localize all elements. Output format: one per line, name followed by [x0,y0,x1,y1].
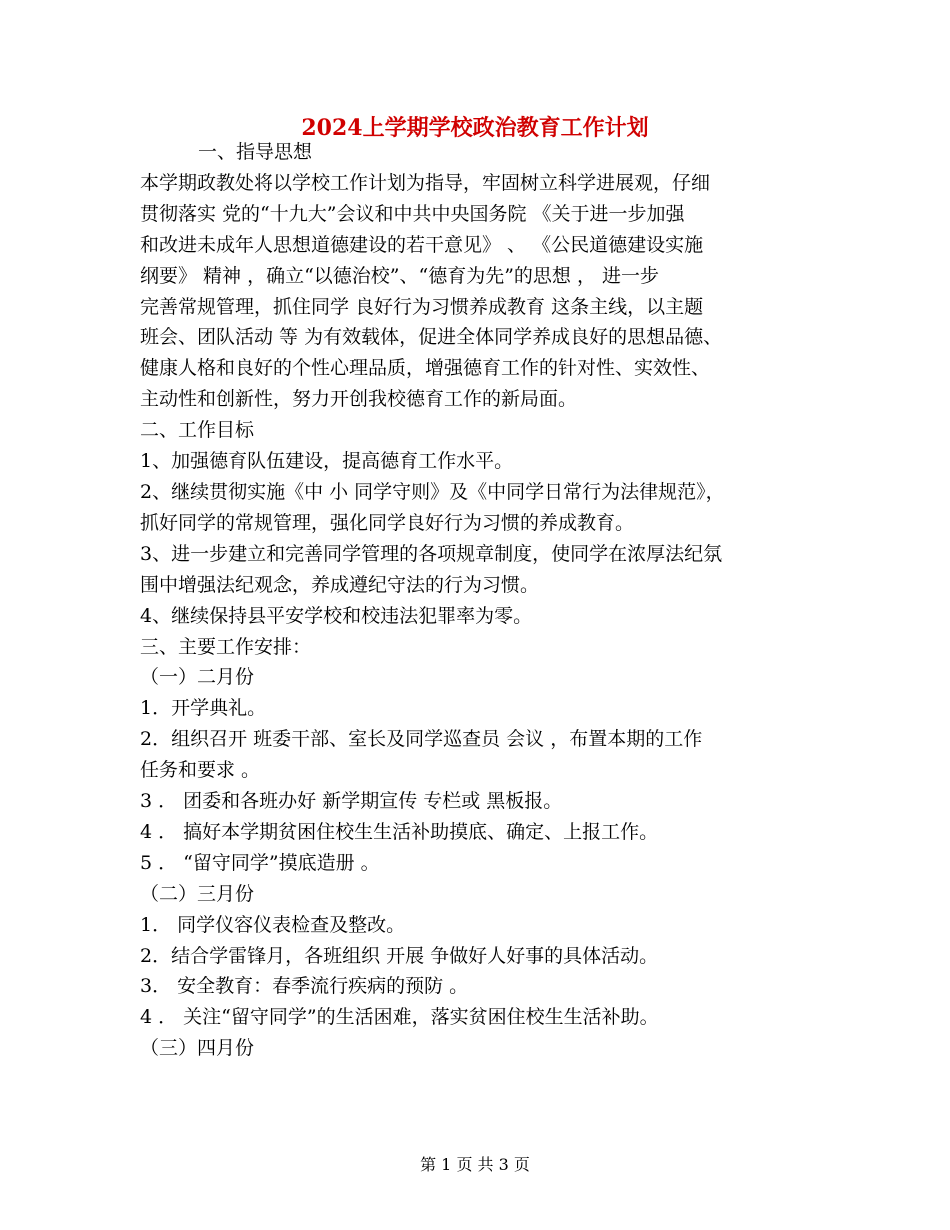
paragraph-line: 班会、团队活动 等 为有效载体，促进全体同学养成良好的思想品德、 [140,326,723,349]
task-item: 2．结合学雷锋月，各班组织 开展 争做好人好事的具体活动。 [140,944,659,967]
goal-item: 4、继续保持县平安学校和校违法犯罪率为零。 [140,604,533,627]
paragraph-line: 贯彻落实 党的“十九大”会议和中共中央国务院 《关于进一步加强 [140,202,685,225]
task-item-continuation: 任务和要求 。 [140,759,261,782]
section-heading-work-arrangements: 三、主要工作安排： [140,635,312,658]
section-heading-work-goals: 二、工作目标 [140,419,255,442]
goal-item-continuation: 抓好同学的常规管理，强化同学良好行为习惯的养成教育。 [140,511,635,534]
goal-item: 3、进一步建立和完善同学管理的各项规章制度，使同学在浓厚法纪氛 [140,542,723,565]
task-item: 3 ． 团委和各班办好 新学期宣传 专栏或 黑板报。 [140,790,563,813]
month-heading-february: （一）二月份 [140,666,255,689]
paragraph-line: 纲要》 精神 ，确立“以德治校”、“德育为先”的思想 ， 进一步 [140,264,660,287]
task-item: 4 ． 关注“留守同学”的生活困难，落实贫困住校生生活补助。 [140,1006,659,1029]
task-item: 1．开学典礼。 [140,697,267,720]
page-footer: 第 1 页 共 3 页 [420,1155,530,1174]
paragraph-line: 本学期政教处将以学校工作计划为指导，牢固树立科学进展观，仔细 [140,171,711,194]
task-item: 3． 安全教育：春季流行疾病的预防 。 [140,975,469,998]
document-title: 2024上学期学校政治教育工作计划 [301,115,649,141]
goal-item: 1、加强德育队伍建设，提高德育工作水平。 [140,450,514,473]
task-item: 2．组织召开 班委干部、室长及同学巡查员 会议 ，布置本期的工作 [140,728,703,751]
month-heading-march: （二）三月份 [140,882,255,905]
task-item: 1． 同学仪容仪表检查及整改。 [140,913,406,936]
paragraph-line: 健康人格和良好的个性心理品质，增强德育工作的针对性、实效性、 [140,357,711,380]
goal-item-continuation: 围中增强法纪观念，养成遵纪守法的行为习惯。 [140,573,540,596]
paragraph-line: 完善常规管理，抓住同学 良好行为习惯养成教育 这条主线，以主题 [140,295,704,318]
section-heading-guiding-ideology: 一、指导思想 [198,141,313,163]
goal-item: 2、继续贯彻实施《中 小 同学守则》及《中同学日常行为法律规范》， [140,480,725,503]
task-item: 5 ． “留守同学”摸底造册 。 [140,851,380,874]
month-heading-april: （三）四月份 [140,1037,255,1060]
paragraph-line: 和改进未成年人思想道德建设的若干意见》 、 《公民道德建设实施 [140,233,704,256]
task-item: 4 ． 搞好本学期贫困住校生生活补助摸底、确定、上报工作。 [140,820,659,843]
document-body [140,137,840,1064]
paragraph-line: 主动性和创新性，努力开创我校德育工作的新局面。 [140,388,578,411]
